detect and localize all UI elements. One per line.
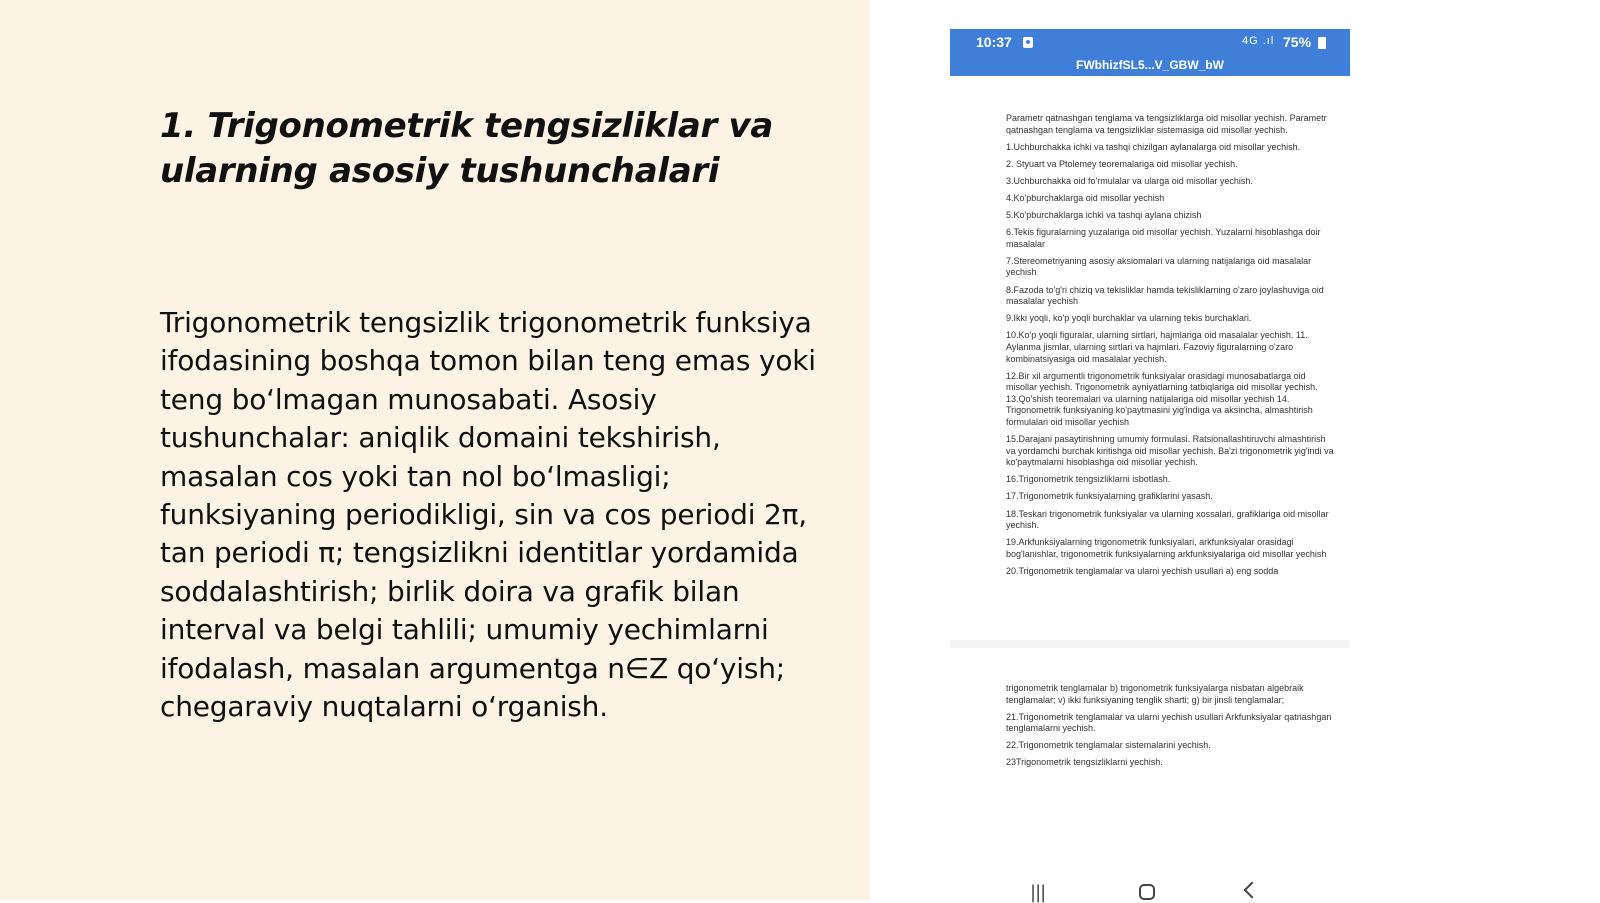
list-item: 1.Uchburchakka ichki va tashqi chizilgan aylanalarga oid misollar yechish. (1006, 141, 1301, 152)
phone-nav-bar (950, 872, 1350, 903)
list-item: 20.Trigonometrik tenglamalar va ularni yechish usullari a) eng sodda (1006, 565, 1279, 576)
signal-icon: 4G .ıl (1242, 35, 1275, 47)
list-item: Parametr qatnashgan tenglama va tengsizliklarga oid misollar yechish. Parametr qatnashgan tenglama va tengsizliklar sistemasiga oid misollar yechish. (1006, 113, 1327, 135)
list-item: 2. Styuart va Ptolemey teoremalariga oid misollar yechish. (1006, 158, 1238, 169)
list-item: 9.Ikki yoqli, ko'p yoqli burchaklar va ularning tekis burchaklari. (1006, 313, 1252, 324)
status-time: 10:37 (976, 34, 1012, 50)
list-item: 10.Ko'p yoqli figuralar, ularning sirtlari, hajmlariga oid masalalar yechish. 11. Aylanma jismlar, ularning sirtlari va hajmlari. Fazoviy figuralarning o'zaro kombinatsiyasiga oid masalalar yechish. (1006, 330, 1308, 364)
list-item: 15.Darajani pasaytirishning umumiy formulasi. Ratsionallashtiruvchi almashtirish va yordamchi burchak kiritishga oid misollar yechish. Ba'zi trigonometrik yig'indi va ko'paytmalarni hisoblashga oid misollar yechish. (1006, 434, 1334, 468)
list-item: 8.Fazoda to'g'ri chiziq va tekisliklar hamda tekisliklarning o'zaro joylashuviga oid masalalar yechish (1006, 284, 1324, 307)
list-item: 19.Arkfunksiyalarning trigonometrik funksiyalari, arkfunksiyalar orasidagi bog'lanishlar, trigonometrik funksiyalarning arkfunksiyalariga oid misollar yechish (1006, 537, 1327, 559)
phone-status-bar (950, 29, 1350, 76)
list-item: 3.Uchburchakka oid fo'rmulalar va ularga oid misollar yechish. (1006, 175, 1253, 186)
battery-percent: 75% (1283, 34, 1312, 50)
list-item: 5.Ko'pburchaklarga ichki va tashqi aylana chizish (1006, 210, 1202, 221)
list-item: 21.Trigonometrik tenglamalar va ularni yechish usullari Arkfunksiyalar qatnashgan tenglamalarni yechish. (1006, 711, 1332, 734)
list-item: 17.Trigonometrik funksiyalarning grafiklarini yasash. (1006, 491, 1213, 502)
recents-icon[interactable]: ||| (1030, 882, 1046, 903)
list-item: 16.Trigonometrik tengsizliklarni isbotlash. (1006, 474, 1171, 485)
list-item: 18.Teskari trigonometrik funksiyalar va ularning xossalari, grafiklariga oid misollar yechish. (1006, 508, 1329, 531)
list-item: 22.Trigonometrik tenglamalar sistemalarini yechish. (1006, 740, 1211, 751)
list-item: trigonometrik tenglamalar b) trigonometrik funksiyalarga nisbatan algebraik tenglamalar; v) ikki funksiyaning tenglik sharti; g) bir jinsli tenglamalar; (1006, 683, 1304, 705)
document-page-2[interactable] (1006, 683, 1336, 775)
battery-icon (1318, 37, 1326, 49)
slide-title: 1. Trigonometrik tengsizliklar va ularning asosiy tushunchalari (160, 106, 774, 191)
home-icon[interactable] (1139, 884, 1155, 900)
list-item: 23Trigonometrik tengsizliklarni yechish. (1006, 757, 1163, 768)
list-item: 12.Bir xil argumentli trigonometrik funksiyalar orasidagi munosabatlarga oid misollar yechish. Trigonometrik ayniyatlarning tatbiqlariga oid misollar yechish. 13.Qo'shish teoremalari va ularning natijalariga oid misollar yechish 14. Trigonometrik funksiyaning ko'paytmasini yig'indiga va aksincha, almashtirish formulalari oid misollar yechish (1006, 370, 1318, 427)
slide-body-text: Trigonometrik tengsizlik trigonometrik funksiya ifodasining boshqa tomon bilan teng emas yoki teng bo‘lmagan munosabati. Asosiy tushunchalar: aniqlik domaini tekshirish, masalan cos yoki tan nol bo‘lmasligi; funksiyaning periodikligi, sin va cos periodi 2π, tan periodi π; tengsizlikni identitlar yordamida soddalashtirish; birlik doira va grafik bilan interval va belgi tahlili; umumiy yechimlarni ifodalash, masalan argumentga n∈Z qo‘yish; chegaraviy nuqtalarni o‘rganish. (160, 306, 816, 724)
document-filename: FWbhizfSL5...V_GBW_bW (1076, 58, 1224, 72)
list-item: 7.Stereometriyaning asosiy aksiomalari va ularning natijalariga oid masalalar yechish (1006, 255, 1312, 278)
back-icon[interactable] (1244, 882, 1261, 899)
list-item: 4.Ko'pburchaklarga oid misollar yechish (1006, 192, 1165, 203)
list-item: 6.Tekis figuralarning yuzalariga oid misollar yechish. Yuzalarni hisoblashga doir masalalar (1006, 227, 1321, 249)
page-divider (950, 640, 1350, 648)
document-page-1[interactable] (1006, 113, 1336, 583)
sim-icon (1023, 37, 1033, 48)
